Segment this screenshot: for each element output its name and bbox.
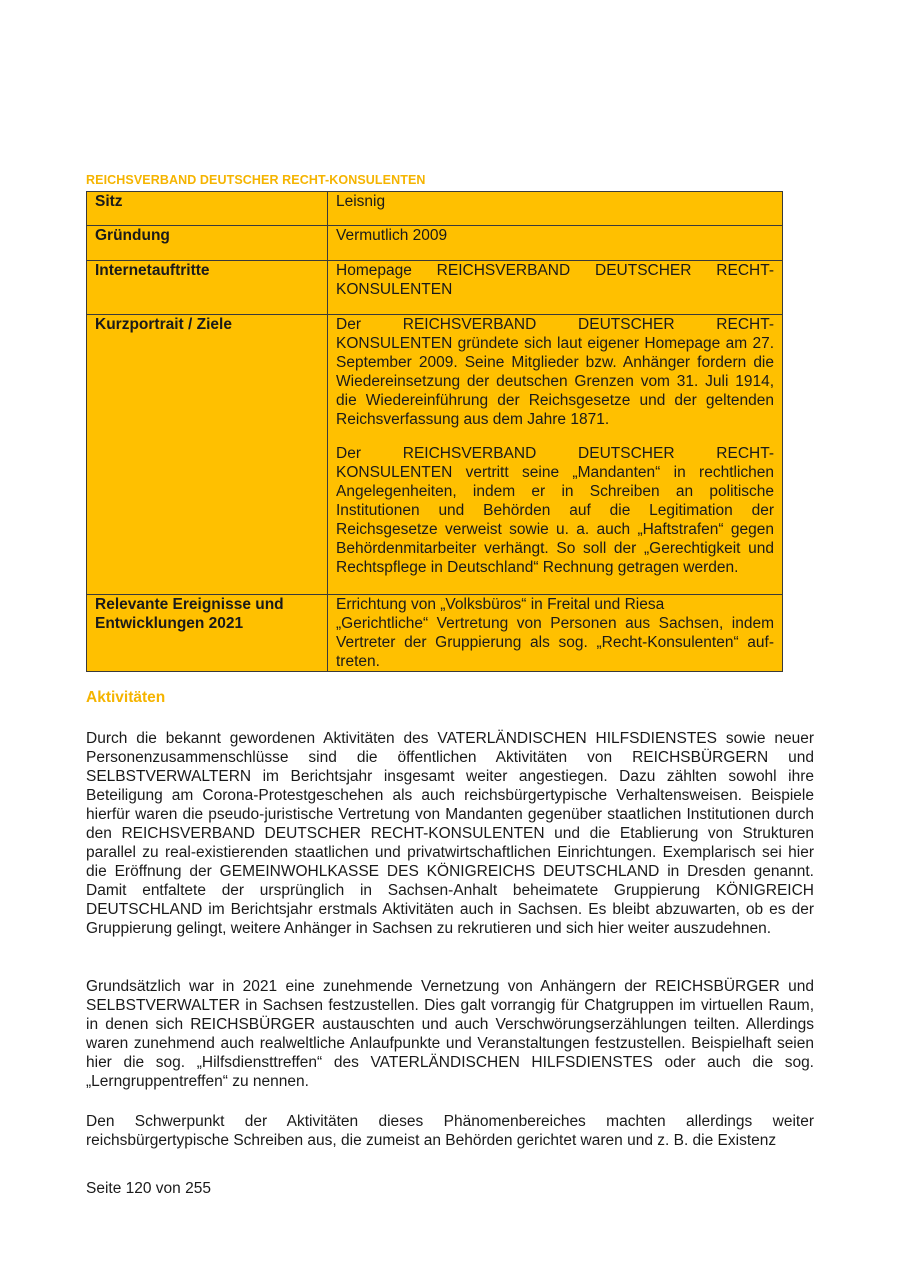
- table-row-kurzportrait: [87, 315, 783, 595]
- table-row-ereignisse: [87, 595, 783, 672]
- table-caption: REICHSVERBAND DEUTSCHER RECHT-KONSULENTEN: [86, 173, 426, 187]
- section-title: Aktivitäten: [86, 689, 166, 706]
- kurzportrait-paragraph-2: Der REICHSVERBAND DEUTSCHER RECHT-KONSULENTEN vertritt seine „Mandanten“ in rechtlichen Angelegenheiten, indem er in Schreiben an politische Institutionen und Behörden auf die Legitimation der Reichsgesetze verweist sowie u. a. auch „Haftstrafen“ gegen Behördenmitarbeiter verhängt. So soll der „Gerechtigkeit und Rechtspflege in Deutschland“ Rechnung getragen werden.: [336, 445, 774, 576]
- row-label-gruendung: Gründung: [87, 226, 328, 261]
- ereignisse-line-2: „Gerichtliche“ Vertretung von Personen aus Sachsen, indem Vertreter der Gruppierung als sog. „Recht-Konsulenten“ auf-treten.: [336, 615, 774, 670]
- row-label-internet: Internetauftritte: [87, 261, 328, 315]
- internet-value-line-1: Homepage REICHSVERBAND DEUTSCHER RECHT-: [336, 262, 774, 279]
- row-value-kurzportrait: [328, 315, 783, 595]
- table-row-sitz: [87, 192, 783, 226]
- table-row-internet: [87, 261, 783, 315]
- row-value-sitz: Leisnig: [328, 192, 783, 226]
- kurzportrait-paragraph-1: Der REICHSVERBAND DEUTSCHER RECHT-KONSULENTEN gründete sich laut eigener Homepage am 27. September 2009. Seine Mitglieder bzw. Anhänger fordern die Wiedereinsetzung der deutschen Grenzen vom 31. Juli 1914, die Wiedereinführung der Reichsgesetze und der geltenden Reichsverfassung aus dem Jahre 1871.: [336, 316, 774, 428]
- row-label-kurzportrait: Kurzportrait / Ziele: [87, 315, 328, 595]
- organization-profile-table: [86, 191, 783, 672]
- table-row-gruendung: [87, 226, 783, 261]
- row-value-ereignisse: [328, 595, 783, 672]
- internet-value-line-2: KONSULENTEN: [336, 281, 453, 298]
- row-label-ereignisse: Relevante Ereignisse und Entwicklungen 2021: [87, 595, 328, 672]
- row-value-gruendung: Vermutlich 2009: [328, 226, 783, 261]
- body-paragraph-3: Den Schwerpunkt der Aktivitäten dieses Phänomenbereiches machten allerdings weiter reichsbürgertypische Schreiben aus, die zumeist an Behörden gerichtet waren und z. B. die Existenz: [86, 1113, 814, 1149]
- page-footer: Seite 120 von 255: [86, 1180, 211, 1197]
- ereignisse-line-1: Errichtung von „Volksbüros“ in Freital und Riesa: [336, 596, 665, 613]
- row-label-sitz: Sitz: [87, 192, 328, 226]
- body-paragraph-2: Grundsätzlich war in 2021 eine zunehmende Vernetzung von Anhängern der REICHSBÜRGER und SELBSTVERWALTER in Sachsen festzustellen. Dies galt vorrangig für Chatgruppen im virtuellen Raum, in denen sich REICHSBÜRGER austauschten und auch Verschwörungserzählungen teilten. Allerdings waren zunehmend auch realweltliche Anlaufpunkte und Veranstaltungen festzustellen. Beispielhaft seien hier die sog. „Hilfsdiensttreffen“ des VATERLÄNDISCHEN HILFSDIENSTES oder auch die sog. „Lerngruppentreffen“ zu nennen.: [86, 978, 814, 1090]
- body-paragraph-1: Durch die bekannt gewordenen Aktivitäten des VATERLÄNDISCHEN HILFSDIENSTES sowie neuer Personenzusammenschlüsse sind die öffentlichen Aktivitäten von REICHSBÜRGERN und SELBSTVERWALTERN im Berichtsjahr insgesamt weiter angestiegen. Dazu zählten sowohl ihre Beteiligung am Corona-Protestgeschehen als auch reichsbürgertypische Verhaltensweisen. Beispiele hierfür waren die pseudo-juristische Vertretung von Mandanten gegenüber staatlichen Institutionen durch den REICHSVERBAND DEUTSCHER RECHT-KONSULENTEN und die Etablierung von Strukturen parallel zu real-existierenden staatlichen und privatwirtschaftlichen Einrichtungen. Exemplarisch sei hier die Eröffnung der GEMEINWOHLKASSE DES KÖNIGREICHS DEUTSCHLAND in Dresden genannt. Damit entfaltete der ursprünglich in Sachsen-Anhalt beheimatete Gruppierung KÖNIGREICH DEUTSCHLAND im Berichtsjahr erstmals Aktivitäten auch in Sachsen. Es bleibt abzuwarten, ob es der Gruppierung gelingt, weitere Anhänger in Sachsen zu rekrutieren und sich hier weiter auszudehnen.: [86, 730, 814, 937]
- row-value-internet: [328, 261, 783, 315]
